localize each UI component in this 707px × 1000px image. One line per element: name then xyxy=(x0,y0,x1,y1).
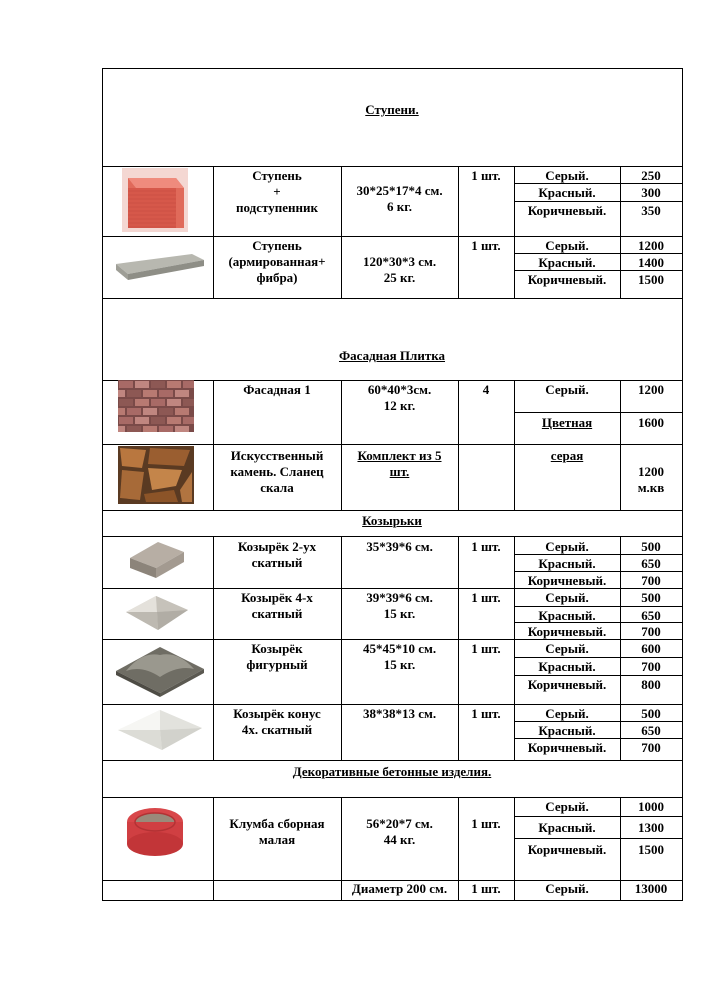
product-name: Козырёк 4-х скатный xyxy=(241,590,313,621)
price-value: 1200 м.кв xyxy=(637,464,665,495)
color-option: Серый. xyxy=(545,168,589,183)
table-rule xyxy=(102,166,683,167)
figured-cap-photo xyxy=(112,641,208,697)
product-size: 30*25*17*4 см. 6 кг. xyxy=(356,183,443,214)
product-unit: 4 xyxy=(482,382,490,397)
price-value: 1500 xyxy=(638,842,664,857)
product-unit: 1 шт. xyxy=(471,706,501,721)
product-unit: 1 шт. xyxy=(471,590,501,605)
price-value: 1500 xyxy=(638,272,664,287)
table-rule xyxy=(213,797,214,901)
product-name: Козырёк 2-ух скатный xyxy=(237,539,317,570)
product-size: Комплект из 5 шт. xyxy=(357,448,442,479)
product-unit: 1 шт. xyxy=(471,816,501,831)
price-value: 1200 xyxy=(638,238,664,253)
price-value: 600 xyxy=(641,641,661,656)
product-size: 39*39*6 см. 15 кг. xyxy=(366,590,433,621)
color-option: Красный. xyxy=(538,255,596,270)
brick-facade-tile-photo xyxy=(118,380,194,432)
table-rule xyxy=(102,760,683,761)
price-value: 1400 xyxy=(638,255,664,270)
table-rule xyxy=(102,298,683,299)
color-option: Красный. xyxy=(538,608,596,623)
product-name: Козырёк конус 4х. скатный xyxy=(233,706,321,737)
section-title-facade: Фасадная Плитка xyxy=(338,348,446,363)
product-name: Ступень (армированная+ фибра) xyxy=(228,238,326,285)
color-option: Серый. xyxy=(545,539,589,554)
table-rule xyxy=(514,657,683,658)
color-option: Коричневый. xyxy=(527,624,607,639)
section-title-decor: Декоративные бетонные изделия. xyxy=(292,764,492,779)
price-value: 500 xyxy=(641,590,661,605)
price-value: 700 xyxy=(641,624,661,639)
price-value: 1300 xyxy=(638,820,664,835)
price-value: 1000 xyxy=(638,799,664,814)
product-name: Козырёк фигурный xyxy=(246,641,308,672)
product-size: 60*40*3см. 12 кг. xyxy=(367,382,432,413)
red-flower-bed-ring-photo xyxy=(124,798,186,860)
color-option: Серый. xyxy=(545,238,589,253)
price-value: 800 xyxy=(641,677,661,692)
product-size: Диаметр 200 см. xyxy=(351,881,448,896)
product-size: 56*20*7 см. 44 кг. xyxy=(366,816,433,847)
color-option: Серый. xyxy=(545,641,589,656)
product-size: 38*38*13 см. xyxy=(362,706,437,721)
color-option: Коричневый. xyxy=(527,842,607,857)
color-option: Серый. xyxy=(545,590,589,605)
product-size: 120*30*3 см. 25 кг. xyxy=(362,254,437,285)
table-rule xyxy=(514,380,515,511)
product-unit: 1 шт. xyxy=(471,881,501,896)
table-rule xyxy=(102,900,683,901)
price-value: 650 xyxy=(641,556,661,571)
table-rule xyxy=(458,166,459,299)
table-rule xyxy=(514,606,683,607)
table-rule xyxy=(102,236,683,237)
price-value: 500 xyxy=(641,539,661,554)
price-value: 650 xyxy=(641,608,661,623)
product-name: Искусственный камень. Сланец скала xyxy=(230,448,324,495)
two-slope-cap-photo xyxy=(122,538,188,586)
price-value: 350 xyxy=(641,203,661,218)
grey-reinforced-step-photo xyxy=(112,250,206,282)
section-title-caps: Козырьки xyxy=(362,513,422,528)
color-option: Красный. xyxy=(538,820,596,835)
color-option: Серый. xyxy=(545,706,589,721)
product-name: Фасадная 1 xyxy=(243,382,311,397)
price-value: 1200 xyxy=(638,382,664,397)
price-value: 13000 xyxy=(634,881,668,896)
color-option: Красный. xyxy=(538,659,596,674)
product-size: 35*39*6 см. xyxy=(366,539,433,554)
table-rule xyxy=(514,838,683,839)
section-title-steps: Ступени. xyxy=(365,102,419,117)
color-option: Коричневый. xyxy=(527,677,607,692)
price-value: 650 xyxy=(641,723,661,738)
product-size: 45*45*10 см. 15 кг. xyxy=(362,641,437,672)
color-option: Серый. xyxy=(545,881,589,896)
color-option: Серый. xyxy=(545,799,589,814)
table-rule xyxy=(682,380,683,413)
table-rule xyxy=(514,675,683,676)
price-value: 1600 xyxy=(638,415,664,430)
price-value: 500 xyxy=(641,706,661,721)
product-name: Ступень + подступенник xyxy=(236,168,318,215)
table-rule xyxy=(102,797,683,798)
product-name: Клумба сборная малая xyxy=(229,816,325,847)
color-option: Коричневый. xyxy=(527,272,607,287)
color-option: Серый. xyxy=(545,382,589,397)
table-rule xyxy=(514,816,683,817)
product-unit: 1 шт. xyxy=(471,238,501,253)
table-rule xyxy=(102,704,683,705)
color-option: Коричневый. xyxy=(527,573,607,588)
product-unit: 1 шт. xyxy=(471,168,501,183)
product-unit: 1 шт. xyxy=(471,641,501,656)
color-option: Коричневый. xyxy=(527,740,607,755)
color-option: серая xyxy=(550,448,584,463)
slate-stone-tile-photo xyxy=(118,446,194,504)
table-rule xyxy=(102,510,683,511)
table-rule xyxy=(682,68,683,901)
price-value: 300 xyxy=(641,185,661,200)
red-step-block-photo xyxy=(122,168,188,232)
table-rule xyxy=(102,68,683,69)
table-rule xyxy=(102,536,683,537)
color-option: Красный. xyxy=(538,556,596,571)
color-option: Коричневый. xyxy=(527,203,607,218)
table-rule xyxy=(514,201,683,202)
price-value: 700 xyxy=(641,740,661,755)
color-option: Красный. xyxy=(538,723,596,738)
price-value: 700 xyxy=(641,659,661,674)
price-value: 250 xyxy=(641,168,661,183)
cone-cap-photo xyxy=(112,706,208,754)
product-unit: 1 шт. xyxy=(471,539,501,554)
color-option: Цветная xyxy=(541,415,593,430)
price-value: 700 xyxy=(641,573,661,588)
table-rule xyxy=(458,380,459,511)
color-option: Красный. xyxy=(538,185,596,200)
table-rule xyxy=(514,412,683,413)
table-rule xyxy=(102,444,683,445)
four-slope-cap-photo xyxy=(122,590,192,636)
